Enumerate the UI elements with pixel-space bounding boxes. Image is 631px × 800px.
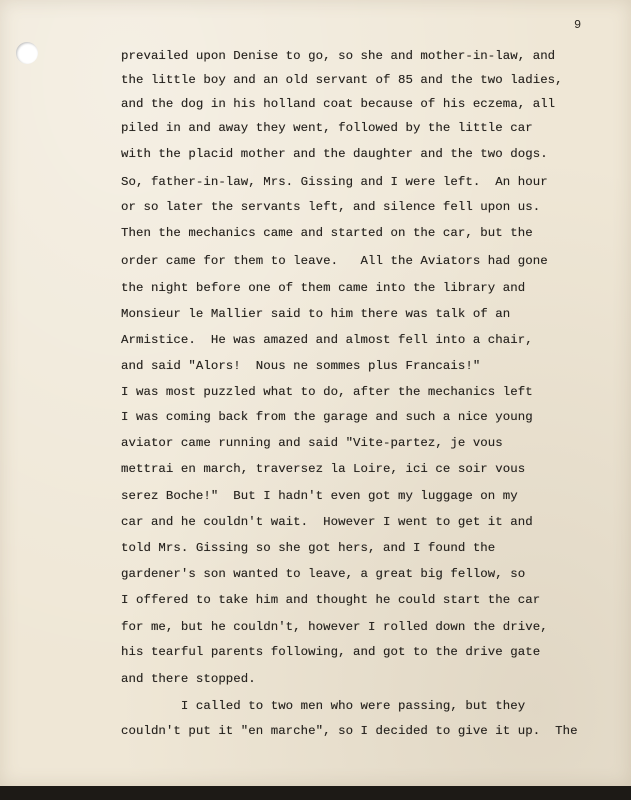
text-line: and there stopped.: [121, 672, 256, 686]
page-number: 9: [574, 18, 582, 32]
text-line: with the placid mother and the daughter and the two dogs.: [121, 147, 548, 161]
text-line: prevailed upon Denise to go, so she and mother-in-law, and: [121, 49, 556, 63]
text-line: and said "Alors! Nous ne sommes plus Francais!": [121, 359, 481, 373]
text-line: and the dog in his holland coat because of his eczema, all: [121, 97, 556, 111]
text-line: serez Boche!" But I hadn't even got my luggage on my: [121, 489, 518, 503]
text-line: Then the mechanics came and started on the car, but the: [121, 226, 533, 240]
text-line: order came for them to leave. All the Aviators had gone: [121, 254, 548, 268]
text-line: Monsieur le Mallier said to him there was talk of an: [121, 307, 511, 321]
text-line: I was most puzzled what to do, after the mechanics left: [121, 385, 533, 399]
text-line: piled in and away they went, followed by the little car: [121, 121, 533, 135]
text-line: I was coming back from the garage and such a nice young: [121, 410, 533, 424]
text-line: aviator came running and said "Vite-partez, je vous: [121, 436, 503, 450]
text-line: So, father-in-law, Mrs. Gissing and I were left. An hour: [121, 175, 548, 189]
text-line: gardener's son wanted to leave, a great big fellow, so: [121, 567, 526, 581]
text-line: the little boy and an old servant of 85 and the two ladies,: [121, 73, 563, 87]
text-line: car and he couldn't wait. However I went to get it and: [121, 515, 533, 529]
punch-hole: [16, 42, 38, 64]
text-line: his tearful parents following, and got to the drive gate: [121, 645, 541, 659]
text-line: couldn't put it "en marche", so I decided to give it up. The: [121, 724, 578, 738]
text-line: for me, but he couldn't, however I rolled down the drive,: [121, 620, 548, 634]
text-line: told Mrs. Gissing so she got hers, and I found the: [121, 541, 496, 555]
text-line: I offered to take him and thought he could start the car: [121, 593, 541, 607]
text-line: the night before one of them came into the library and: [121, 281, 526, 295]
text-line: I called to two men who were passing, but they: [121, 699, 526, 713]
text-line: mettrai en march, traversez la Loire, ici ce soir vous: [121, 462, 526, 476]
text-line: Armistice. He was amazed and almost fell into a chair,: [121, 333, 533, 347]
text-line: or so later the servants left, and silence fell upon us.: [121, 200, 541, 214]
